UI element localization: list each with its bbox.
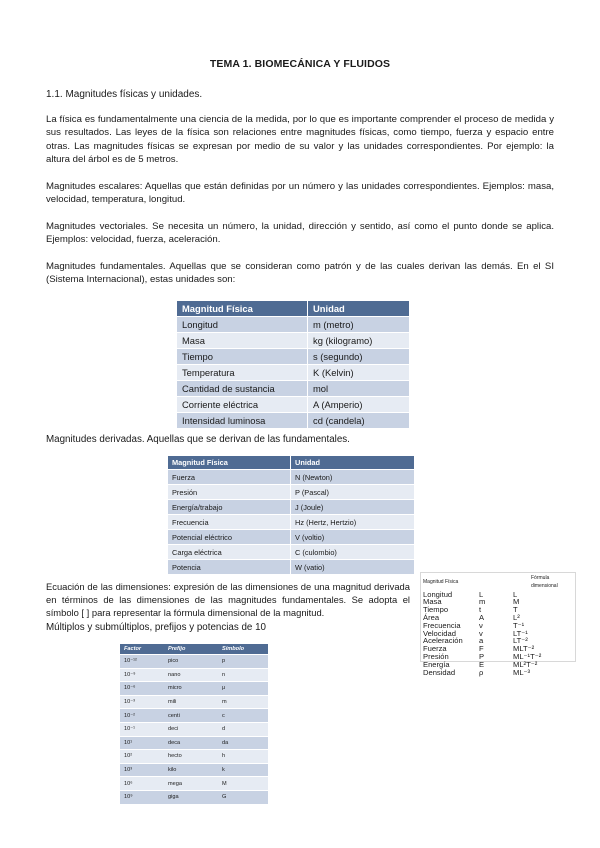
table-cell: v: [479, 628, 483, 638]
table-header-row: [120, 644, 268, 655]
column-header: Unidad: [291, 456, 415, 470]
table-cell: N (Newton): [291, 470, 415, 485]
table-row: [120, 736, 268, 750]
table-cell: pico: [164, 655, 218, 669]
table-row: [168, 560, 414, 575]
table-cell: nano: [164, 668, 218, 682]
table-cell: ML⁻³: [513, 667, 531, 677]
dimensional-formula-table: [423, 575, 570, 676]
escalares-paragraph: Magnitudes escalares: Aquellas que están definidas por un número y las unidades correspondientes. Ejemplos: masa, velocidad, temperatura, longitud.: [46, 181, 554, 206]
table-row: [423, 669, 570, 677]
table-cell: M: [218, 777, 268, 791]
table-cell: Carga eléctrica: [168, 545, 291, 560]
column-header: Símbolo: [218, 644, 268, 655]
table-cell: a: [479, 636, 484, 646]
table-cell: 10⁻²: [120, 709, 164, 723]
table-cell: Longitud: [177, 317, 308, 333]
table-cell: m: [218, 695, 268, 709]
table-cell: G: [218, 790, 268, 803]
table-row: [177, 413, 409, 429]
table-cell: mol: [308, 381, 410, 397]
table-row: [120, 790, 268, 803]
table-cell: P: [479, 651, 485, 661]
table-cell: Tiempo: [177, 349, 308, 365]
table-row: [120, 695, 268, 709]
intro-paragraph: La física es fundamentalmente una ciencia de la medida, por lo que es importante comprender el proceso de medida y sus resultados. Las leyes de la física son relaciones entre magnitudes físicas, como tiempo, fuerza y espacio entre otras. Las magnitudes físicas se expresan por medio de su valor y las unidades correspondientes. Por ejemplo: la altura del árbol es de 5 metros.: [46, 114, 554, 166]
table-cell: 10⁶: [120, 777, 164, 791]
table-cell: Energía: [423, 659, 450, 669]
column-header-spacer: [479, 575, 513, 591]
table-cell: Cantidad de sustancia: [177, 381, 308, 397]
table-cell: h: [218, 750, 268, 764]
table-cell: kilo: [164, 763, 218, 777]
table-cell: m: [479, 597, 486, 607]
table-cell: Masa: [177, 333, 308, 349]
table-cell: Presión: [168, 485, 291, 500]
table-cell: J (Joule): [291, 500, 415, 515]
table-cell: p: [218, 655, 268, 669]
table-cell: m (metro): [308, 317, 410, 333]
table-cell: Frecuencia: [168, 515, 291, 530]
table-cell: W (vatio): [291, 560, 415, 575]
table-row: [168, 515, 414, 530]
table-row: [177, 365, 409, 381]
table-row: [120, 722, 268, 736]
table-row: [168, 485, 414, 500]
table-row: [423, 591, 570, 599]
table-cell: deci: [164, 722, 218, 736]
derivadas-paragraph: Magnitudes derivadas. Aquellas que se derivan de las fundamentales.: [46, 434, 350, 445]
table-cell: 10⁻¹: [120, 722, 164, 736]
table-cell: Intensidad luminosa: [177, 413, 308, 429]
table-cell: 10⁻⁶: [120, 682, 164, 696]
table-cell: ML²T⁻²: [513, 659, 538, 669]
column-header: Magnitud Física: [177, 301, 308, 317]
table-cell: F: [479, 644, 484, 654]
table-cell: ρ: [479, 667, 484, 677]
table-cell: micro: [164, 682, 218, 696]
table-row: [177, 381, 409, 397]
table-cell: Tiempo: [423, 605, 449, 615]
table-cell: E: [479, 659, 485, 669]
table-cell: MLT⁻²: [513, 644, 535, 654]
table-row: [168, 470, 414, 485]
table-cell: P (Pascal): [291, 485, 415, 500]
fundamentales-paragraph: Magnitudes fundamentales. Aquellas que se consideran como patrón y de las cuales derivan las demás. En el SI (Sistema Internacional), estas unidades son:: [46, 261, 554, 286]
table-cell: Potencial eléctrico: [168, 530, 291, 545]
table-cell: deca: [164, 736, 218, 750]
column-header: Factor: [120, 644, 164, 655]
table-cell: ν: [479, 620, 483, 630]
table-row: [168, 545, 414, 560]
table-cell: Masa: [423, 597, 442, 607]
table-cell: centi: [164, 709, 218, 723]
table-cell: A: [479, 612, 485, 622]
table-header-row: [423, 575, 570, 591]
table-cell: Potencia: [168, 560, 291, 575]
column-header: Unidad: [308, 301, 410, 317]
table-cell: μ: [218, 682, 268, 696]
table-row: [120, 750, 268, 764]
table-cell: T⁻¹: [513, 620, 525, 630]
table-cell: V (voltio): [291, 530, 415, 545]
table-cell: Área: [423, 612, 440, 622]
dimensiones-paragraph: Ecuación de las dimensiones: expresión de las dimensiones de una magnitud derivada en términos de las dimensiones de las magnitudes fundamentales. Se adopta el símbolo [ ] para representar la fórmula dimensional de la magnitud.: [46, 581, 410, 619]
table-cell: C (culombio): [291, 545, 415, 560]
table-cell: 10⁻⁹: [120, 668, 164, 682]
table-cell: n: [218, 668, 268, 682]
table-cell: mega: [164, 777, 218, 791]
table-row: [177, 317, 409, 333]
table-cell: Aceleración: [423, 636, 463, 646]
table-row: [423, 606, 570, 614]
table-cell: giga: [164, 790, 218, 803]
table-cell: mili: [164, 695, 218, 709]
table-cell: L: [513, 589, 518, 599]
table-cell: 10³: [120, 763, 164, 777]
table-cell: d: [218, 722, 268, 736]
table-cell: hecto: [164, 750, 218, 764]
table-cell: Temperatura: [177, 365, 308, 381]
table-cell: A (Amperio): [308, 397, 410, 413]
table-row: [177, 333, 409, 349]
table-row: [120, 668, 268, 682]
table-cell: Fuerza: [168, 470, 291, 485]
table-row: [168, 500, 414, 515]
table-cell: M: [513, 597, 520, 607]
table-cell: K (Kelvin): [308, 365, 410, 381]
table-cell: Presión: [423, 651, 449, 661]
column-header: Fórmula dimensional: [531, 575, 558, 589]
fundamental-units-table: [177, 301, 409, 428]
prefix-table: [120, 644, 268, 804]
section-heading: 1.1. Magnitudes físicas y unidades.: [46, 89, 203, 100]
table-cell: LT⁻²: [513, 636, 528, 646]
table-cell: ML⁻¹T⁻²: [513, 651, 542, 661]
table-header-row: [168, 456, 414, 470]
table-cell: 10⁹: [120, 790, 164, 803]
table-cell: kg (kilogramo): [308, 333, 410, 349]
table-cell: L: [479, 589, 484, 599]
table-cell: s (segundo): [308, 349, 410, 365]
table-cell: k: [218, 763, 268, 777]
table-cell: 10⁻³: [120, 695, 164, 709]
table-cell: 10²: [120, 750, 164, 764]
table-row: [120, 777, 268, 791]
page-title: TEMA 1. BIOMECÁNICA Y FLUIDOS: [209, 58, 391, 70]
vectoriales-paragraph: Magnitudes vectoriales. Se necesita un número, la unidad, dirección y sentido, así como el punto donde se aplica. Ejemplos: velocidad, fuerza, aceleración.: [46, 221, 554, 246]
table-row: [120, 763, 268, 777]
column-header: Magnitud Física: [423, 578, 459, 585]
column-header: Prefijo: [164, 644, 218, 655]
table-cell: Densidad: [423, 667, 456, 677]
table-cell: c: [218, 709, 268, 723]
table-cell: L²: [513, 612, 520, 622]
table-cell: t: [479, 605, 482, 615]
multiplos-heading: Múltiplos y submúltiplos, prefijos y potencias de 10: [46, 622, 266, 633]
table-cell: 10⁻¹²: [120, 655, 164, 669]
table-cell: Frecuencia: [423, 620, 461, 630]
table-cell: cd (candela): [308, 413, 410, 429]
table-cell: da: [218, 736, 268, 750]
table-row: [120, 709, 268, 723]
table-cell: Energía/trabajo: [168, 500, 291, 515]
table-cell: Fuerza: [423, 644, 447, 654]
table-row: [120, 682, 268, 696]
derived-units-table: [168, 456, 414, 574]
table-row: [120, 655, 268, 669]
table-cell: Hz (Hertz, Hertzio): [291, 515, 415, 530]
table-cell: T: [513, 605, 518, 615]
table-cell: LT⁻¹: [513, 628, 528, 638]
table-row: [168, 530, 414, 545]
table-cell: Longitud: [423, 589, 453, 599]
column-header: Magnitud Física: [168, 456, 291, 470]
table-cell: 10¹: [120, 736, 164, 750]
table-header-row: [177, 301, 409, 317]
table-row: [177, 349, 409, 365]
table-cell: Corriente eléctrica: [177, 397, 308, 413]
table-cell: Velocidad: [423, 628, 456, 638]
table-row: [177, 397, 409, 413]
